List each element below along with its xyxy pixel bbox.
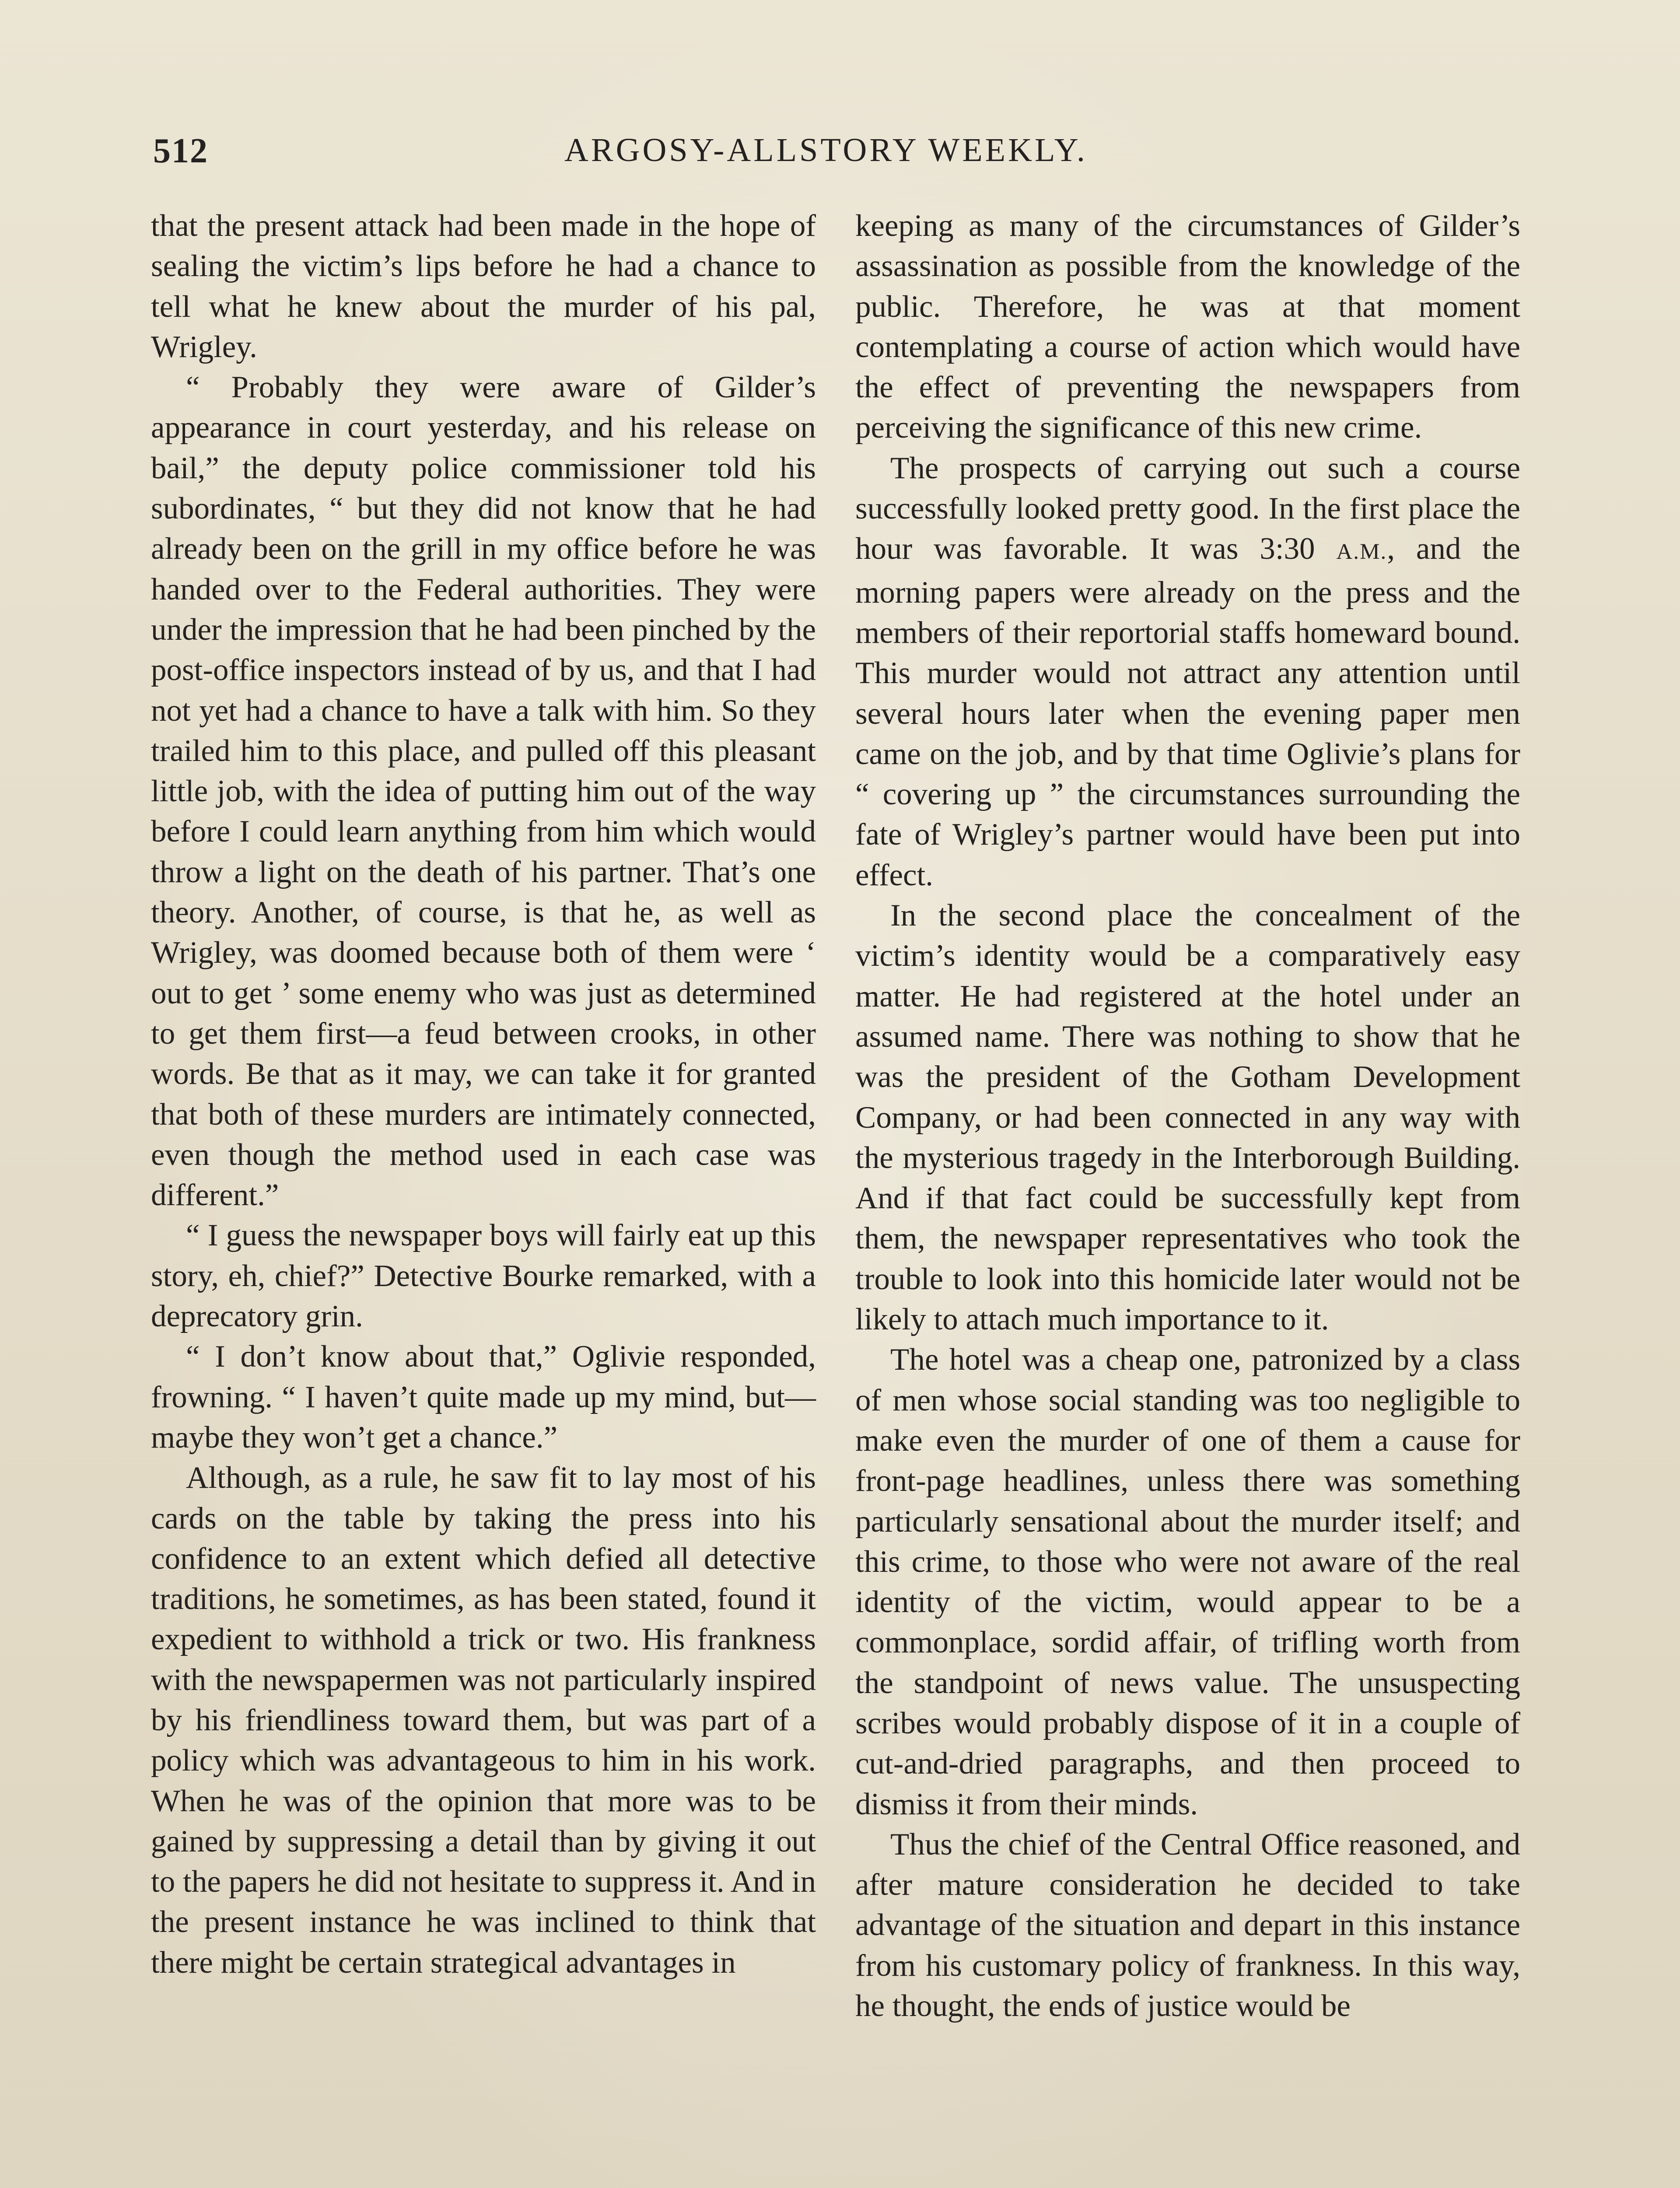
paragraph: “ Probably they were aware of Gilder’s appearance in court yesterday, and his release on bail,” the deputy police commissioner told his subordinates, “ but they did not know that he had already been on the grill in my office before he was handed over to the Federal authorities. They were under the impression that he had been pinched by the post-office inspectors instead of by us, and that I had not yet had a chance to have a talk with him. So they trailed him to this place, and pulled off this pleasant little job, with the idea of putting him out of the way before I could learn anything from him which would throw a light on the death of his partner. That’s one theory. Another, of course, is that he, as well as Wrigley, was doomed because both of them were ‘ out to get ’ some enemy who was just as determined to get them first—a feud between crooks, in other words. Be that as it may, we can take it for granted that both of these murders are intimately connected, even though the method used in each case was different.”: [151, 370, 816, 1213]
paragraph: that the present attack had been made in the hope of sealing the victim’s lips before he had a chance to tell what he knew about the murder of his pal, Wrigley.: [151, 209, 816, 364]
page-number: 512: [153, 132, 208, 170]
paragraph: keeping as many of the circumstances of Gilder’s assassination as possible from the knowledge of the public. Therefore, he was at that moment contemplating a course of action which would have the effect of preventing the newspapers from perceiving the significance of this new crime.: [855, 209, 1520, 445]
text-run: The prospects of carrying out such a course successfully looked pretty good. In the first place the hour was favorable. It was 3:30: [855, 451, 1520, 566]
paragraph: Although, as a rule, he saw fit to lay most of his cards on the table by taking the press into his confidence to an extent which defied all detective traditions, he sometimes, as has been stated, found it expedient to withhold a trick or two. His frankness with the newspapermen was not particularly inspired by his friendliness toward them, but was part of a policy which was advantageous to him in his work. When he was of the opinion that more was to be gained by suppressing a detail than by giving it out to the papers he did not hesitate to suppress it. And in the present instance he was inclined to think that there might be certain strategical advantages in: [151, 1461, 816, 1980]
paragraph: Thus the chief of the Central Office reasoned, and after mature consideration he decided to take advantage of the situation and depart in this instance from his customary policy of frankness. In this way, he thought, the ends of justice would be: [855, 1827, 1520, 2023]
running-title: ARGOSY-ALLSTORY WEEKLY.: [564, 132, 1088, 168]
paragraph: In the second place the concealment of the victim’s identity would be a comparatively easy matter. He had registered at the hotel under an assumed name. There was nothing to show that he was the president of the Gotham Development Company, or had been connected in any way with the mysterious tragedy in the Interborough Building. And if that fact could be successfully kept from them, the newspaper representatives who took the trouble to look into this homicide later would not be likely to attach much importance to it.: [855, 898, 1520, 1337]
paragraph: “ I don’t know about that,” Oglivie responded, frowning. “ I haven’t quite made up my mind, but—maybe they won’t get a chance.”: [151, 1339, 816, 1455]
left-column: [151, 206, 816, 1983]
paragraph: “ I guess the newspaper boys will fairly eat up this story, eh, chief?” Detective Bourke remarked, with a deprecatory grin.: [151, 1218, 816, 1334]
paragraph: [855, 448, 1520, 895]
time-abbreviation: A.M.: [1336, 539, 1387, 565]
page-header: [153, 131, 1525, 179]
paragraph: The hotel was a cheap one, patronized by a class of men whose social standing was too negligible to make even the murder of one of them a cause for front-page headlines, unless there was something particularly sensational about the murder itself; and this crime, to those who were not aware of the real identity of the victim, would appear to be a commonplace, sordid affair, of trifling worth from the standpoint of news value. The unsuspecting scribes would probably dispose of it in a couple of cut-and-dried paragraphs, and then proceed to dismiss it from their minds.: [855, 1343, 1520, 1821]
text-run: , and the morning papers were already on the press and the members of their reportorial staffs homeward bound. This murder would not attract any attention until several hours later when the evening paper men came on the job, and by that time Oglivie’s plans for “ covering up ” the circumstances surrounding the fate of Wrigley’s partner would have been put into effect.: [855, 532, 1520, 892]
right-column: [855, 206, 1520, 2026]
